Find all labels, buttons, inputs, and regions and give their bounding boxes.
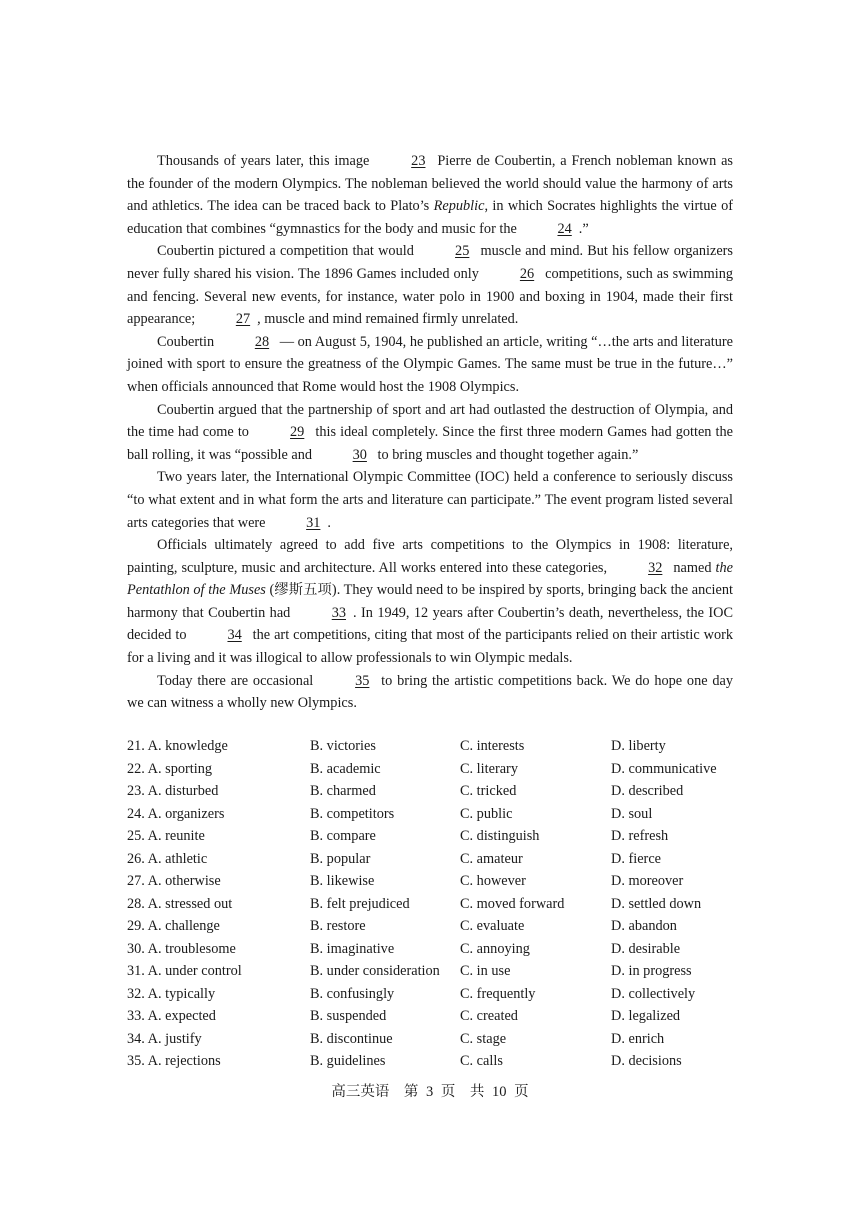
option-c: C. amateur — [460, 850, 523, 867]
option-a: 33. A. expected — [127, 1008, 216, 1024]
question-row — [127, 960, 737, 983]
blank-33: 33 — [331, 604, 347, 621]
question-row — [127, 780, 737, 803]
option-d: D. abandon — [611, 918, 677, 934]
option-b: B. restore — [310, 918, 366, 934]
option-d: D. moreover — [611, 873, 684, 889]
option-c: C. created — [460, 1008, 518, 1024]
option-b: B. victories — [310, 738, 376, 754]
option-a: 35. A. rejections — [127, 1053, 221, 1069]
question-row — [127, 983, 737, 1006]
text: competitions, such as swimming and fencing. Several new events, for instance, water polo in 1900 and boxing in 1904, made their first appearance; — [127, 265, 733, 328]
option-c: C. moved forward — [460, 895, 565, 912]
question-row — [127, 1005, 737, 1028]
question-row — [127, 1028, 737, 1051]
option-d: D. legalized — [611, 1008, 681, 1024]
option-c: C. frequently — [460, 985, 536, 1002]
question-row — [127, 938, 737, 961]
blank-32: 32 — [648, 559, 663, 576]
paragraph-5 — [127, 466, 733, 534]
paragraph-7 — [127, 670, 733, 715]
answer-options — [127, 735, 737, 1073]
italic-title: the Pentathlon of the Muses — [127, 559, 733, 599]
option-c: C. interests — [460, 738, 525, 754]
reading-passage — [127, 150, 733, 715]
blank-35: 35 — [355, 672, 370, 689]
option-b: B. academic — [310, 760, 381, 777]
text: muscle and mind. But his fellow organizers never fully shared his vision. The 1896 Games included only — [127, 243, 733, 282]
paragraph-3 — [127, 331, 733, 399]
text: — on August 5, 1904, he published an article, writing “…the arts and literature joined with sport to ensure the greatness of the Olympic Games. The same must be true in the future…” when officials announced that Rome would host the 1908 Olympics. — [127, 333, 733, 395]
blank-25: 25 — [455, 243, 470, 260]
option-b: B. compare — [310, 828, 376, 844]
option-b: B. guidelines — [310, 1053, 386, 1069]
text: named — [669, 559, 716, 576]
option-a: 23. A. disturbed — [127, 783, 219, 799]
option-a: 25. A. reunite — [127, 828, 205, 844]
option-a: 30. A. troublesome — [127, 940, 236, 957]
paragraph-4 — [127, 399, 733, 467]
option-c: C. stage — [460, 1030, 507, 1047]
question-row — [127, 825, 737, 848]
blank-24: 24 — [557, 220, 572, 237]
option-b: B. likewise — [310, 873, 375, 889]
text: Pierre de Coubertin, a French nobleman known as the founder of the modern Olympics. The nobleman believed the world should value the harmony of arts and athletics. The idea can be traced back to Plato’s — [127, 153, 733, 215]
option-d: D. fierce — [611, 850, 662, 867]
option-c: C. public — [460, 805, 513, 822]
option-b: B. competitors — [310, 805, 395, 822]
option-d: D. liberty — [611, 738, 666, 754]
text: Coubertin — [157, 333, 218, 350]
option-b: B. imaginative — [310, 940, 395, 957]
option-a: 22. A. sporting — [127, 760, 212, 777]
option-b: B. suspended — [310, 1008, 387, 1024]
text: to bring muscles and thought together again.” — [373, 446, 639, 463]
text: , in which Socrates highlights the virtue of education that combines “gymnastics for the body and music for the — [127, 198, 733, 237]
text: Officials ultimately agreed to add five arts competitions to the Olympics in 1908: literature, painting, sculpture, music and architecture. All works entered into these categories, — [127, 537, 733, 576]
option-a: 29. A. challenge — [127, 918, 220, 934]
option-d: D. collectively — [611, 985, 696, 1002]
option-a: 28. A. stressed out — [127, 895, 233, 912]
option-b: B. under consideration — [310, 963, 440, 979]
option-a: 27. A. otherwise — [127, 873, 221, 889]
option-c: C. however — [460, 873, 526, 889]
question-row — [127, 735, 737, 758]
option-c: C. distinguish — [460, 828, 540, 844]
option-d: D. in progress — [611, 963, 692, 979]
text: Coubertin pictured a competition that would — [157, 243, 419, 260]
text: . In 1949, 12 years after Coubertin’s death, nevertheless, the IOC decided to — [127, 604, 733, 644]
question-row — [127, 848, 737, 871]
text: Two years later, the International Olympic Committee (IOC) held a conference to seriously discuss “to what extent and in what form the arts and literature can participate.” The event program listed several arts categories that were — [127, 469, 733, 531]
option-a: 31. A. under control — [127, 963, 242, 979]
paragraph-6 — [127, 534, 733, 670]
option-b: B. popular — [310, 850, 371, 867]
option-a: 24. A. organizers — [127, 805, 225, 822]
text: Coubertin argued that the partnership of sport and art had outlasted the destruction of Olympia, and the time had come to — [127, 401, 733, 441]
option-c: C. tricked — [460, 783, 517, 799]
option-a: 26. A. athletic — [127, 850, 208, 867]
question-row — [127, 1050, 737, 1073]
question-row — [127, 893, 737, 916]
text: to bring the artistic competitions back. We do hope one day we can witness a wholly new Olympics. — [127, 672, 734, 712]
question-row — [127, 803, 737, 826]
paragraph-2 — [127, 240, 733, 330]
blank-28: 28 — [254, 333, 270, 350]
text: this ideal completely. Since the first three modern Games had gotten the ball rolling, it was “possible and — [127, 424, 733, 463]
option-b: B. discontinue — [310, 1030, 393, 1047]
blank-30: 30 — [352, 446, 367, 463]
option-b: B. confusingly — [310, 985, 395, 1002]
blank-26: 26 — [519, 265, 535, 282]
option-d: D. desirable — [611, 940, 681, 957]
blank-31: 31 — [306, 514, 321, 531]
blank-29: 29 — [290, 424, 305, 441]
option-b: B. charmed — [310, 783, 376, 799]
option-c: C. annoying — [460, 940, 530, 957]
text: Thousands of years later, this image — [157, 153, 375, 169]
option-d: D. decisions — [611, 1053, 682, 1069]
option-a: 32. A. typically — [127, 985, 216, 1002]
question-row — [127, 915, 737, 938]
option-d: D. described — [611, 783, 684, 799]
option-c: C. evaluate — [460, 918, 525, 934]
option-b: B. felt prejudiced — [310, 895, 410, 912]
text: . — [327, 514, 331, 531]
option-d: D. settled down — [611, 895, 702, 912]
option-d: D. soul — [611, 805, 653, 822]
question-row — [127, 870, 737, 893]
italic-title: Republic — [433, 198, 485, 215]
option-c: C. calls — [460, 1053, 503, 1069]
option-d: D. communicative — [611, 760, 717, 777]
option-c: C. in use — [460, 963, 511, 979]
blank-34: 34 — [227, 627, 242, 644]
question-row — [127, 758, 737, 781]
page-footer: 高三英语 第 3 页 共 10 页 — [331, 1084, 529, 1100]
text: the art competitions, citing that most of the participants relied on their artistic work for a living and it was illogical to allow professionals to win Olympic medals. — [127, 627, 733, 667]
option-c: C. literary — [460, 760, 518, 777]
paragraph-1 — [127, 150, 733, 240]
blank-23: 23 — [411, 153, 426, 169]
blank-27: 27 — [235, 311, 251, 328]
option-a: 21. A. knowledge — [127, 738, 228, 754]
text: (缪斯五项). They would need to be inspired by sports, bringing back the ancient harmony that Coubertin had — [127, 582, 733, 621]
text: .” — [578, 220, 589, 237]
text: Today there are occasional — [157, 672, 319, 689]
option-d: D. enrich — [611, 1030, 665, 1047]
text: , muscle and mind remained firmly unrelated. — [257, 311, 519, 328]
option-d: D. refresh — [611, 828, 669, 844]
option-a: 34. A. justify — [127, 1030, 202, 1047]
